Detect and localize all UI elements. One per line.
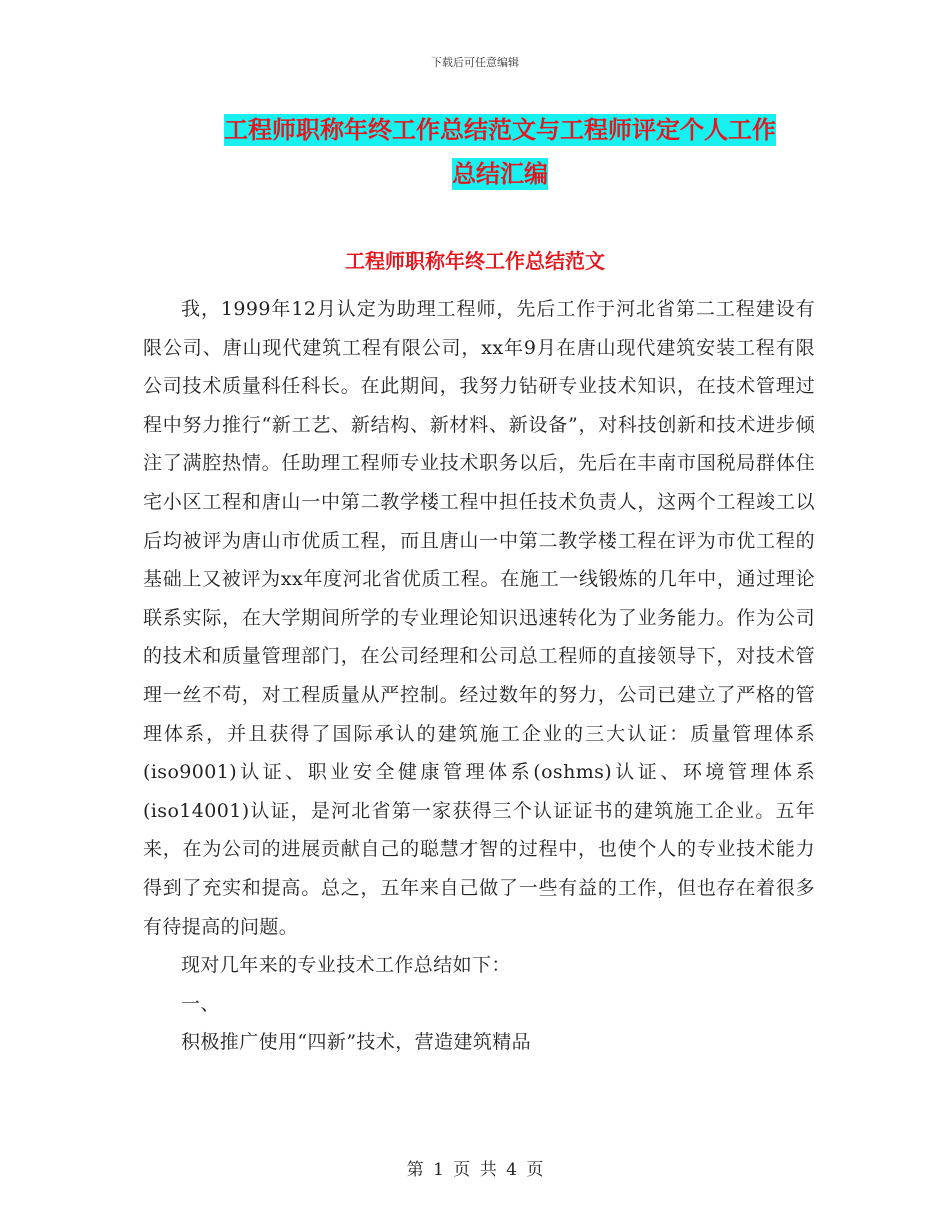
page-number-footer: 第 1 页 共 4 页 (406, 1160, 544, 1180)
page-header-note: 下载后可任意编辑 (431, 56, 519, 69)
document-body (143, 290, 815, 1062)
section-title: 工程师职称年终工作总结范文 (345, 249, 605, 273)
document-title-line-2: 总结汇编 (452, 160, 548, 188)
body-paragraph-1: 我，1999年12月认定为助理工程师，先后工作于河北省第二工程建设有限公司、唐山现代建筑工程有限公司，xx年9月在唐山现代建筑安装工程有限公司技术质量科任科长。在此期间，我努力钻研专业技术知识，在技术管理过程中努力推行“新工艺、新结构、新材料、新设备”，对科技创新和技术进步倾注了满腔热情。任助理工程师专业技术职务以后，先后在丰南市国税局群体住宅小区工程和唐山一中第二教学楼工程中担任技术负责人，这两个工程竣工以后均被评为唐山市优质工程，而且唐山一中第二教学楼工程在评为市优工程的基础上又被评为xx年度河北省优质工程。在施工一线锻炼的几年中，通过理论联系实际，在大学期间所学的专业理论知识迅速转化为了业务能力。作为公司的技术和质量管理部门，在公司经理和公司总工程师的直接领导下，对技术管理一丝不苟，对工程质量从严控制。经过数年的努力，公司已建立了严格的管理体系，并且获得了国际承认的建筑施工企业的三大认证：质量管理体系(iso9001)认证、职业安全健康管理体系(oshms)认证、环境管理体系(iso14001)认证，是河北省第一家获得三个认证证书的建筑施工企业。五年来，在为公司的进展贡献自己的聪慧才智的过程中，也使个人的专业技术能力得到了充实和提高。总之，五年来自己做了一些有益的工作，但也存在着很多有待提高的问题。 (143, 298, 815, 938)
body-paragraph-3: 一、 (181, 992, 220, 1015)
body-paragraph-4: 积极推广使用“四新”技术，营造建筑精品 (181, 1031, 532, 1054)
body-paragraph-2: 现对几年来的专业技术工作总结如下： (181, 954, 511, 977)
document-title (150, 108, 850, 196)
document-title-line-1: 工程师职称年终工作总结范文与工程师评定个人工作 (224, 116, 776, 144)
